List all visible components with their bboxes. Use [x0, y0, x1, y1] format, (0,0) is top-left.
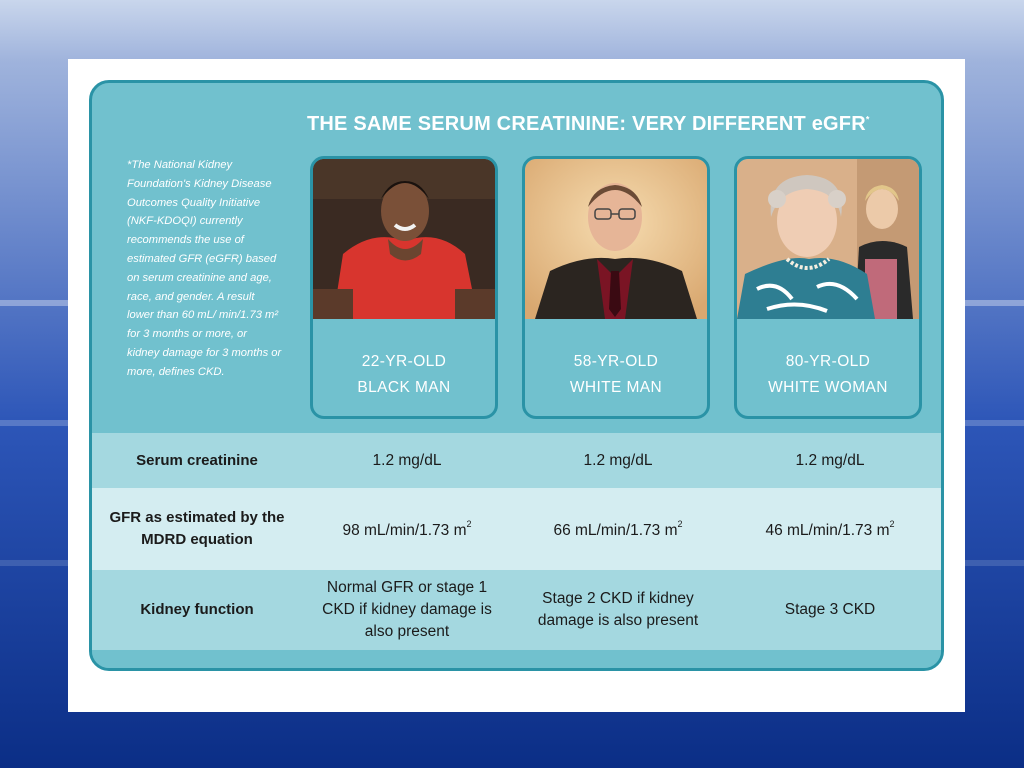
title-footnote-mark: * — [865, 114, 870, 125]
unit-superscript: 2 — [889, 519, 895, 530]
photo-elderly-woman — [737, 159, 919, 319]
unit-superscript: 2 — [677, 519, 683, 530]
infographic-title — [307, 113, 927, 136]
panel-bottom-band — [92, 650, 941, 668]
row-header — [92, 488, 302, 570]
patient-card-middle-aged-man — [522, 156, 710, 419]
patient-age: 80-YR-OLD — [785, 353, 871, 370]
patient-age: 58-YR-OLD — [573, 353, 659, 370]
photo-middle-aged-man — [525, 159, 707, 319]
footnote-text: *The National Kidney Foundation's Kidney Disease Outcomes Quality Initiative (NKF-KDOQI) currently recommends the use of estimated GFR (eGFR) based on serum creatinine and age, race, and gender. A result lower than 60 mL/ min/1.73 m² for 3 months or more, or kidney damage for 3 months or more, defines CKD. — [127, 159, 282, 378]
value-text: 98 mL/min/1.73 m — [342, 522, 467, 540]
patient-card-elderly-woman — [734, 156, 922, 419]
value-cell — [512, 488, 724, 570]
row-estimated-gfr — [92, 488, 941, 570]
patient-label-elderly-woman — [737, 349, 919, 401]
value-text: 46 mL/min/1.73 m — [765, 522, 890, 540]
unit-superscript: 2 — [466, 519, 472, 530]
patient-description: WHITE WOMAN — [768, 379, 888, 396]
patient-age: 22-YR-OLD — [361, 353, 447, 370]
value-cell: Stage 3 CKD — [784, 601, 876, 618]
patient-label-middle-aged-man — [525, 349, 707, 401]
value-text: 66 mL/min/1.73 m — [553, 522, 678, 540]
value-cell: 1.2 mg/dL — [583, 451, 653, 469]
elderly-woman-image — [737, 159, 919, 319]
photo-young-man — [313, 159, 495, 319]
patient-card-young-man — [310, 156, 498, 419]
value-cell: 1.2 mg/dL — [795, 451, 865, 469]
patient-description: BLACK MAN — [357, 379, 451, 396]
value-cell: Stage 2 CKD if kidney damage is also present — [537, 590, 699, 629]
value-cell — [302, 488, 512, 570]
patient-label-young-man — [313, 349, 495, 401]
young-man-image — [313, 159, 495, 319]
value-cell — [724, 488, 936, 570]
row-serum-creatinine — [92, 433, 941, 488]
slide — [68, 59, 965, 712]
row-header: Kidney function — [140, 601, 254, 618]
value-cell: 1.2 mg/dL — [372, 451, 442, 469]
title-text: THE SAME SERUM CREATININE: VERY DIFFERENT eGFR — [307, 113, 866, 135]
row-header: Serum creatinine — [136, 451, 258, 469]
infographic-panel — [89, 80, 944, 671]
middle-aged-man-image — [525, 159, 707, 319]
row-kidney-function — [92, 570, 941, 650]
row-header-text: GFR as estimated by the MDRD equation — [109, 509, 285, 548]
patient-description: WHITE MAN — [569, 379, 663, 396]
value-cell: Normal GFR or stage 1 CKD if kidney damage is also present — [322, 579, 492, 640]
